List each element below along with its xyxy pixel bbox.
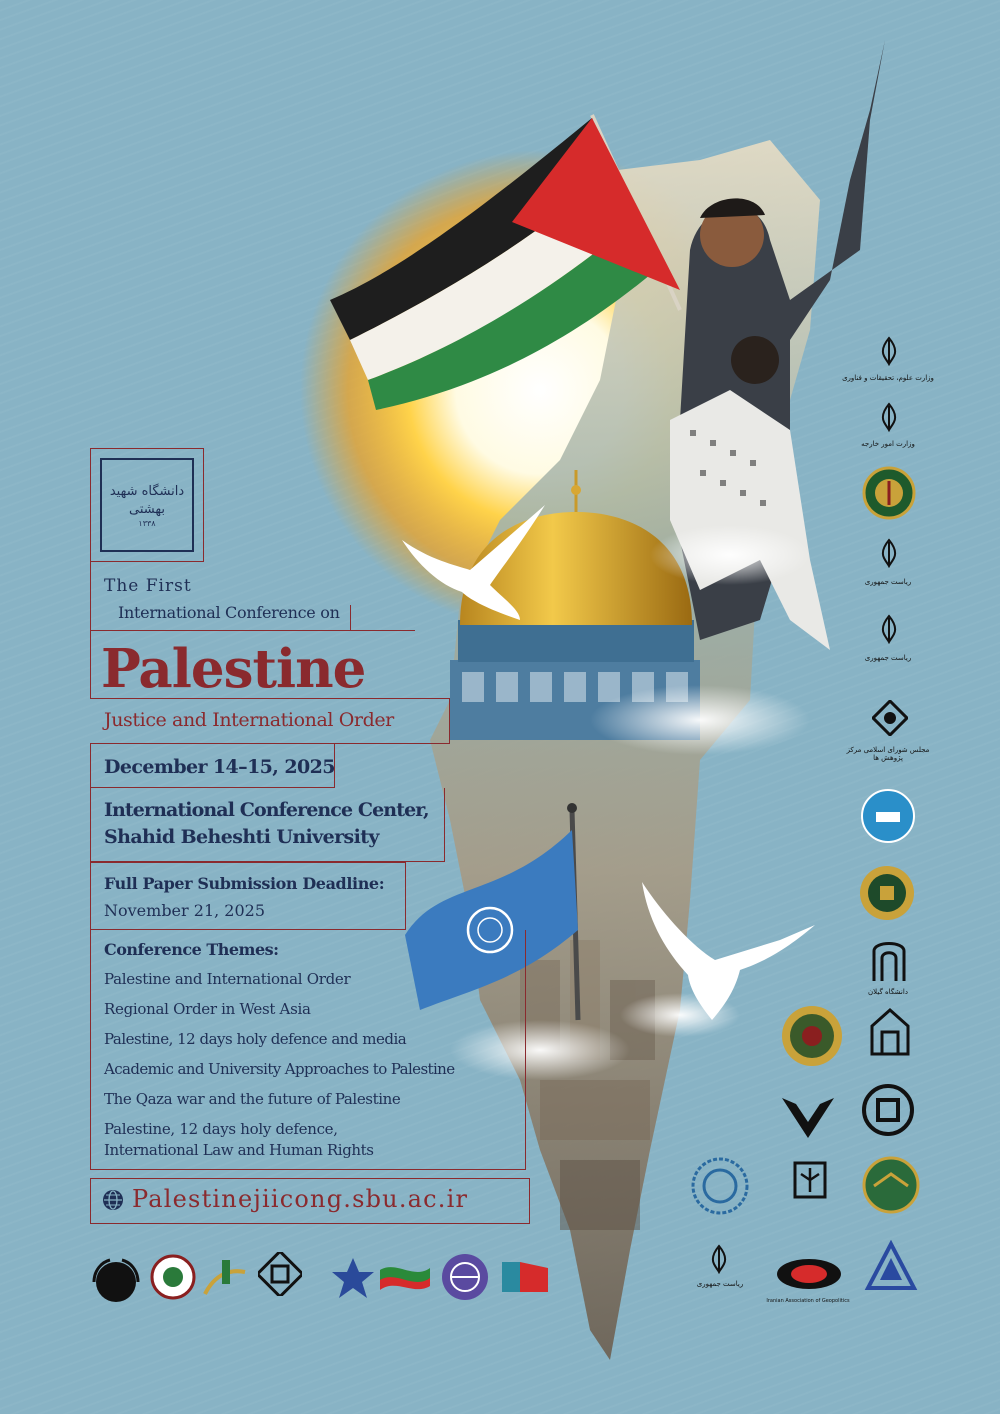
emblem-icon (876, 614, 902, 644)
theme-item: The Qaza war and the future of Palestine (104, 1090, 401, 1108)
book-emblem-icon (792, 1160, 828, 1200)
media-flag-icon (498, 1256, 552, 1298)
azad-university-icon (864, 1240, 918, 1294)
rubble-texture (520, 940, 655, 1230)
sponsor-label-presidency: ریاست جمهوری (696, 1280, 744, 1288)
emblem-icon (876, 402, 902, 432)
sponsor-label-majlis: مجلس شورای اسلامی مرکز پژوهش ها (846, 746, 930, 762)
islamic-geography-institute-icon (690, 1156, 750, 1216)
title-frame-step (350, 605, 351, 630)
nursing-school-icon (200, 1254, 250, 1300)
allameh-university-icon (258, 1252, 302, 1296)
university-logo (100, 458, 194, 552)
guilan-university-icon (864, 936, 914, 986)
emblem-icon (876, 538, 902, 568)
star-emblem-icon (330, 1256, 376, 1300)
emblem-icon (706, 1244, 732, 1274)
university-of-tehran-icon (860, 788, 916, 844)
header-line2: International Conference on (118, 603, 340, 622)
army-seal-icon (862, 466, 916, 520)
sponsor-label-presidency: ریاست جمهوری (864, 578, 912, 586)
globe-icon (102, 1189, 124, 1211)
cloud (650, 525, 810, 585)
basij-banner-icon (376, 1256, 434, 1296)
venue-line2: Shahid Beheshti University (104, 826, 379, 848)
emblem-icon (876, 336, 902, 366)
sponsor-label-msrt: وزارت علوم، تحقیقات و فناوری (842, 374, 934, 382)
venue-line1: International Conference Center, (104, 799, 429, 821)
institution-seal-icon (150, 1254, 196, 1300)
theme-item: Academic and University Approaches to Palestine (104, 1060, 455, 1078)
theme-item: Palestine, 12 days holy defence, (104, 1120, 338, 1138)
theme-item: Palestine, 12 days holy defence and media (104, 1030, 407, 1048)
website-link[interactable]: Palestinejiicong.sbu.ac.ir (132, 1185, 469, 1213)
defense-university-seal-icon (858, 864, 916, 922)
sponsor-label-presidency: ریاست جمهوری (864, 654, 912, 662)
theme-item: Regional Order in West Asia (104, 1000, 311, 1018)
sponsor-label-iag: Iranian Association of Geopolitics (766, 1298, 850, 1304)
header-line1: The First (104, 576, 192, 596)
cloud (590, 685, 810, 755)
iag-logo-icon (774, 1254, 844, 1294)
imam-hossein-university-icon (868, 1006, 912, 1056)
dome-drum (458, 620, 694, 662)
deadline-label: Full Paper Submission Deadline: (104, 874, 385, 893)
sponsor-label-mfa: وزارت امور خارجه (861, 440, 915, 448)
shahid-university-icon (860, 1082, 916, 1138)
laurel-seal-icon (88, 1254, 144, 1310)
themes-heading: Conference Themes: (104, 940, 279, 959)
cloud (620, 993, 740, 1037)
theme-item: Palestine and International Order (104, 970, 351, 988)
university-logo-text: دانشگاه شهید بهشتی (109, 483, 185, 517)
parliament-research-icon (872, 700, 908, 736)
page-title: Palestine (101, 638, 366, 700)
university-logo-year: ۱۳۳۸ (138, 518, 156, 528)
theme-item: International Law and Human Rights (104, 1141, 374, 1159)
army-command-seal-icon (780, 1004, 844, 1068)
basij-seal-icon (776, 1082, 840, 1146)
conference-date: December 14–15, 2025 (104, 756, 335, 778)
deadline-date: November 21, 2025 (104, 901, 266, 920)
armed-forces-staff-icon (862, 1156, 920, 1214)
page-subtitle: Justice and International Order (104, 709, 394, 731)
sponsor-label-guilan: دانشگاه گیلان (868, 988, 908, 996)
globe-seal-icon (440, 1252, 490, 1302)
